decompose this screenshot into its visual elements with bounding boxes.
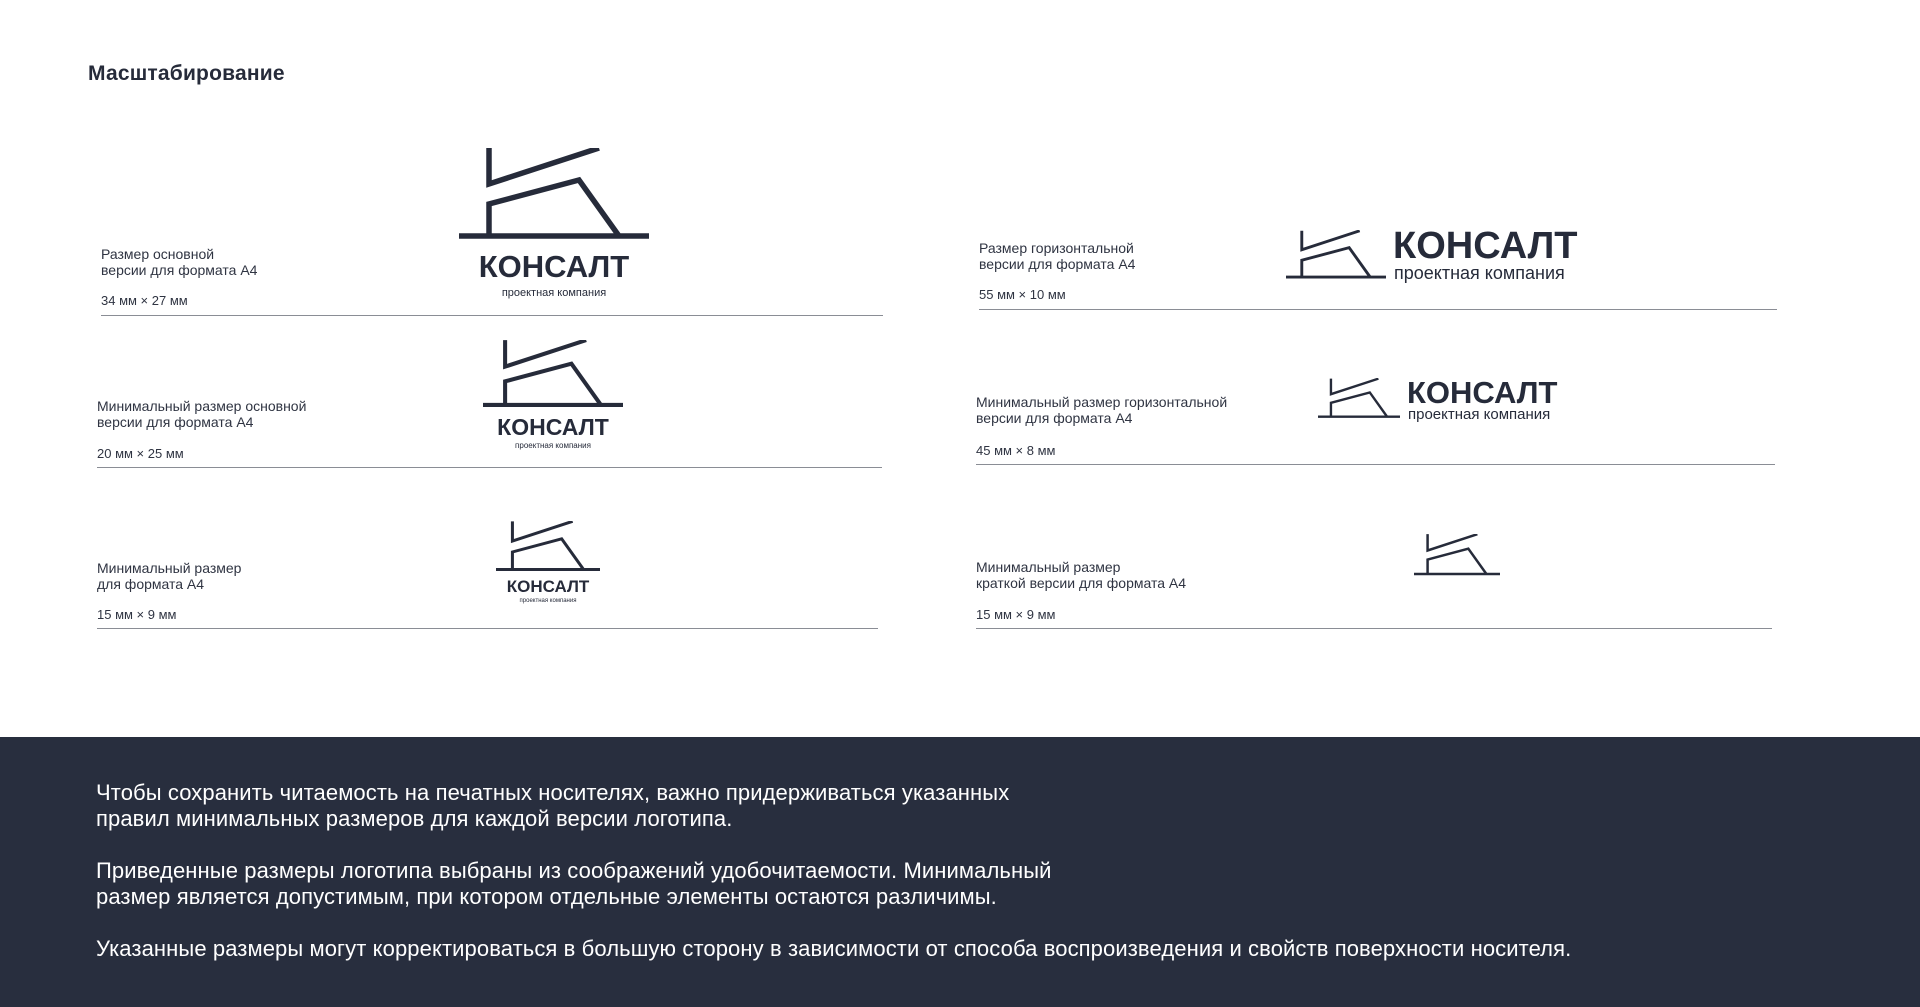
row-divider xyxy=(976,464,1775,465)
footer-paragraph: Приведенные размеры логотипа выбраны из соображений удобочитаемости. Минимальный размер является допустимым, при котором отдельные элементы остаются различимы. xyxy=(96,858,1052,909)
logo-mark-icon xyxy=(1286,231,1386,277)
logo-main-small xyxy=(496,521,600,605)
row-divider xyxy=(101,315,883,316)
logo-tagline: проектная компания xyxy=(515,441,591,450)
logo-main-medium xyxy=(483,340,623,452)
logo-horizontal-medium xyxy=(1318,374,1578,422)
row-dims-horizontal-min: 45 мм × 8 мм xyxy=(976,443,1056,458)
logo-mark-icon xyxy=(1318,379,1400,417)
footer-panel xyxy=(0,737,1920,1007)
footer-paragraph: Указанные размеры могут корректироваться в большую сторону в зависимости от способа воспроизведения и свойств поверхности носителя. xyxy=(96,936,1572,961)
logo-name: КОНСАЛТ xyxy=(497,414,609,440)
logo-name: КОНСАЛТ xyxy=(506,577,590,596)
row-label-short-min: Минимальный размер краткой версии для формата А4 xyxy=(976,559,1187,591)
logo-name: КОНСАЛТ xyxy=(1407,375,1558,410)
row-label-min: Минимальный размер для формата А4 xyxy=(97,560,242,592)
logo-name: КОНСАЛТ xyxy=(478,249,630,284)
row-divider xyxy=(976,628,1772,629)
logo-mark-icon xyxy=(483,340,623,405)
logo-tagline: проектная компания xyxy=(1408,406,1551,423)
page-title: Масштабирование xyxy=(88,62,285,85)
row-label-main-size: Размер основной версии для формата А4 xyxy=(101,246,258,278)
logo-tagline: проектная компания xyxy=(519,598,577,604)
row-divider xyxy=(979,309,1777,310)
logo-mark-icon xyxy=(496,521,600,569)
logo-mark-icon xyxy=(459,148,649,236)
logo-name: КОНСАЛТ xyxy=(1393,225,1578,267)
row-dims-main-size: 34 мм × 27 мм xyxy=(101,293,188,308)
row-label-horizontal-min: Минимальный размер горизонтальной версии для формата А4 xyxy=(976,394,1228,426)
logo-horizontal-large xyxy=(1286,224,1606,282)
row-label-main-min: Минимальный размер основной версии для формата А4 xyxy=(97,398,307,430)
row-dims-horizontal: 55 мм × 10 мм xyxy=(979,287,1066,302)
logo-tagline: проектная компания xyxy=(501,287,607,299)
row-dims-main-min: 20 мм × 25 мм xyxy=(97,446,184,461)
footer-paragraph: Чтобы сохранить читаемость на печатных носителях, важно придерживаться указанных правил минимальных размеров для каждой версии логотипа. xyxy=(96,780,1010,831)
logo-short-mark xyxy=(1414,534,1500,578)
row-divider xyxy=(97,628,878,629)
row-label-horizontal: Размер горизонтальной версии для формата А4 xyxy=(979,240,1136,272)
row-dims-min: 15 мм × 9 мм xyxy=(97,607,177,622)
logo-mark-icon xyxy=(1414,534,1500,574)
row-dims-short-min: 15 мм × 9 мм xyxy=(976,607,1056,622)
logo-main-large xyxy=(459,148,649,300)
logo-tagline: проектная компания xyxy=(1394,263,1565,283)
row-divider xyxy=(97,467,882,468)
